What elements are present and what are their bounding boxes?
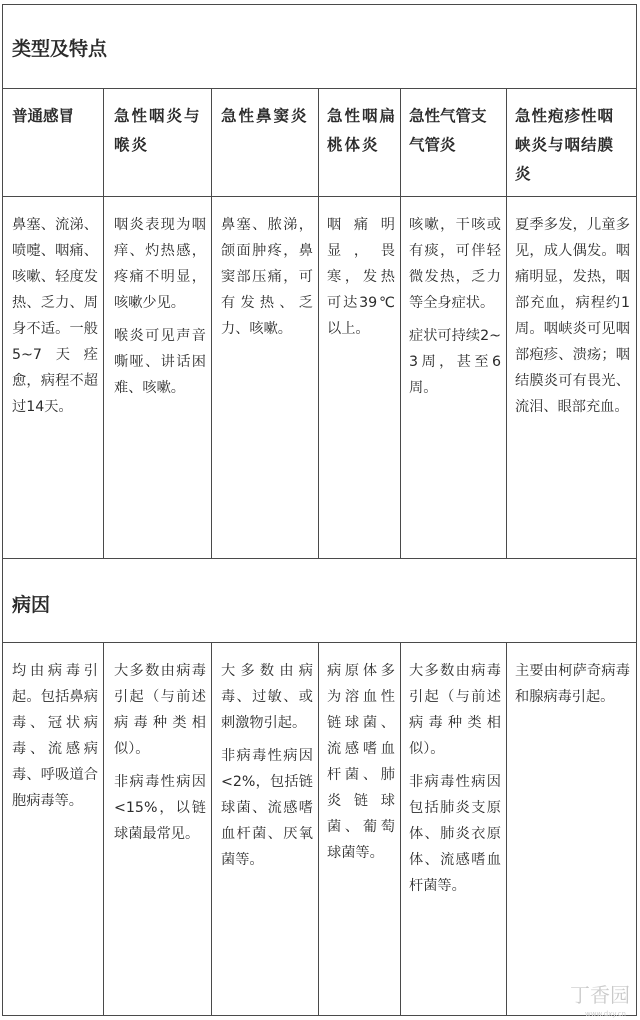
column-divider xyxy=(211,642,212,1015)
column-divider xyxy=(211,88,212,558)
column-header: 急性气管支气管炎 xyxy=(409,107,487,154)
feature-cell-pharyngitis xyxy=(114,212,206,408)
table-top-border xyxy=(2,4,636,5)
cause-cell-herpangina xyxy=(515,658,630,717)
section-divider xyxy=(2,558,636,559)
column-divider xyxy=(506,88,507,558)
cause-cell-common-cold xyxy=(12,658,98,821)
cell-paragraph: 夏季多发，儿童多见，成人偶发。咽痛明显，发热，咽部充血，病程约1周。咽峡炎可见咽部疱疹、溃疡；咽结膜炎可有畏光、流泪、眼部充血。 xyxy=(515,217,630,415)
cause-cell-sinusitis xyxy=(221,658,313,880)
table-bottom-border xyxy=(2,1015,636,1016)
header-divider xyxy=(2,196,636,197)
section-title-cause: 病因 xyxy=(12,594,51,616)
column-divider xyxy=(400,88,401,558)
cell-paragraph: 大多数由病毒引起（与前述病毒种类相似）。 xyxy=(114,663,206,757)
cell-paragraph: 均由病毒引起。包括鼻病毒、冠状病毒、流感病毒、呼吸道合胞病毒等。 xyxy=(12,663,98,809)
cell-paragraph: 非病毒性病因<2%，包括链球菌、流感嗜血杆菌、厌氧菌等。 xyxy=(221,748,313,868)
cell-paragraph: 大多数由病毒引起（与前述病毒种类相似）。 xyxy=(409,663,501,757)
cause-cell-bronchitis xyxy=(409,658,501,906)
feature-cell-herpangina xyxy=(515,212,630,427)
cause-cell-pharyngitis xyxy=(114,658,206,854)
cell-paragraph: 咽痛明显，畏寒，发热可达39℃以上。 xyxy=(327,217,395,337)
section-title-types: 类型及特点 xyxy=(12,38,108,60)
feature-cell-sinusitis xyxy=(221,212,313,349)
watermark-logo: 丁香园 xyxy=(570,983,630,1007)
section-divider xyxy=(2,88,636,89)
column-header: 急性咽扁桃体炎 xyxy=(327,107,398,154)
column-divider xyxy=(103,88,104,558)
column-header: 急性疱疹性咽峡炎与咽结膜炎 xyxy=(515,107,615,183)
table-right-border xyxy=(636,4,637,1016)
watermark-url: www.dxy.cn xyxy=(585,1010,626,1018)
cell-paragraph: 病原体多为溶血性链球菌、流感嗜血杆菌、肺炎链球菌、葡萄球菌等。 xyxy=(327,663,395,861)
column-divider xyxy=(318,88,319,558)
column-header: 急性咽炎与喉炎 xyxy=(114,107,202,154)
column-divider xyxy=(318,642,319,1015)
cell-paragraph: 咳嗽，干咳或有痰，可伴轻微发热，乏力等全身症状。 xyxy=(409,217,501,311)
cell-paragraph: 非病毒性病因<15%，以链球菌最常见。 xyxy=(114,774,206,842)
column-header: 急性鼻窦炎 xyxy=(221,107,309,125)
cell-paragraph: 喉炎可见声音嘶哑、讲话困难、咳嗽。 xyxy=(114,328,206,396)
column-divider xyxy=(400,642,401,1015)
feature-cell-bronchitis xyxy=(409,212,501,408)
cell-paragraph: 非病毒性病因包括肺炎支原体、肺炎衣原体、流感嗜血杆菌等。 xyxy=(409,774,501,894)
column-divider xyxy=(103,642,104,1015)
cell-paragraph: 症状可持续2~3周，甚至6周。 xyxy=(409,328,501,396)
table-left-border xyxy=(2,4,3,1016)
cell-paragraph: 鼻塞、流涕、喷嚏、咽痛、咳嗽、轻度发热、乏力、周身不适。一般5~7天痊愈，病程不超过14天。 xyxy=(12,217,98,415)
cell-paragraph: 大多数由病毒、过敏、或刺激物引起。 xyxy=(221,663,313,731)
column-divider xyxy=(506,642,507,1015)
cell-paragraph: 主要由柯萨奇病毒和腺病毒引起。 xyxy=(515,663,630,705)
feature-cell-common-cold xyxy=(12,212,98,427)
cell-paragraph: 咽炎表现为咽痒、灼热感，疼痛不明显，咳嗽少见。 xyxy=(114,217,206,311)
section-divider xyxy=(2,642,636,643)
cell-paragraph: 鼻塞、脓涕，颌面肿疼，鼻窦部压痛，可有发热、乏力、咳嗽。 xyxy=(221,217,313,337)
feature-cell-tonsillitis xyxy=(327,212,395,349)
cause-cell-tonsillitis xyxy=(327,658,395,873)
column-header: 普通感冒 xyxy=(12,107,75,125)
